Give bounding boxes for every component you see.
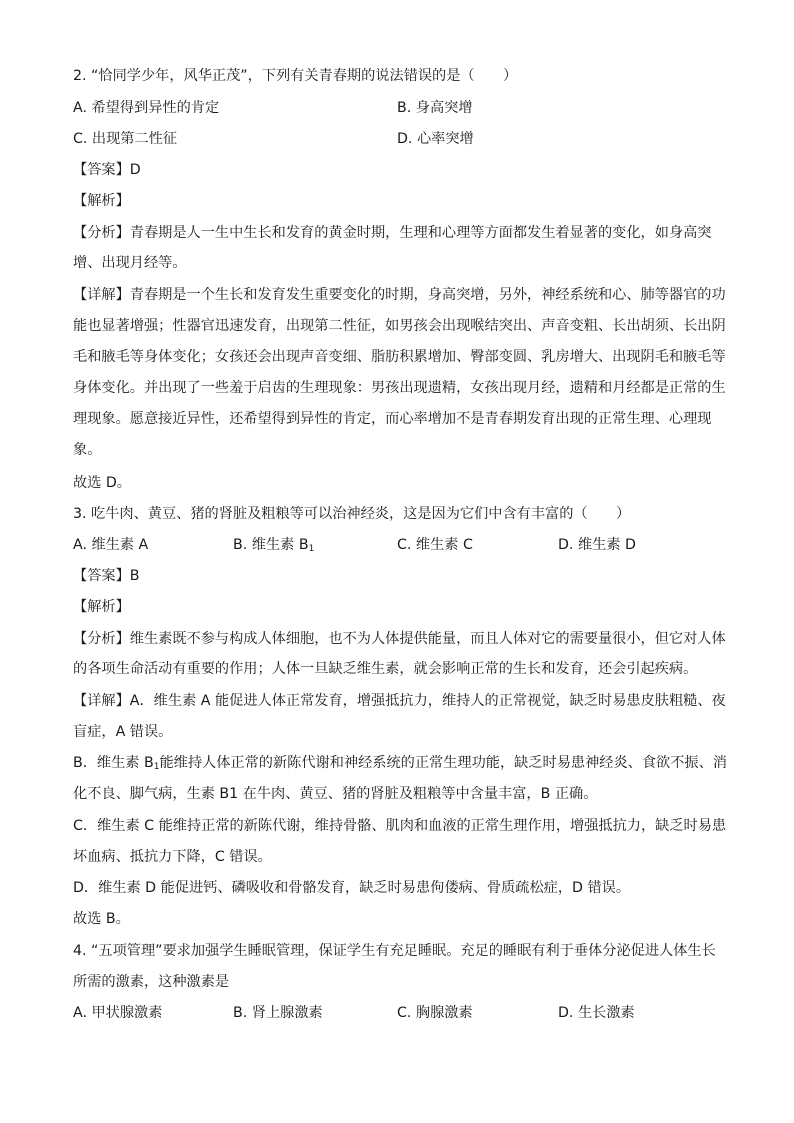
q3-fenxi-line-1 xyxy=(73,629,726,649)
q3-xiangjie-d-line: D．维生素 D 能促进钙、磷吸收和骨骼发育，缺乏时易患佝偻病、骨质疏松症，D 错误。 xyxy=(73,880,631,896)
q2-stem: 2. “恰同学少年，风华正茂”，下列有关青春期的说法错误的是（ ） xyxy=(73,68,518,84)
q3-xiangjie-b-line-1 xyxy=(73,753,727,773)
q3-option-b xyxy=(233,535,314,555)
q3-fenxi-line-2: 的各项生命活动有重要的作用；人体一旦缺乏维生素，就会影响正常的生长和发育，还会引起疾病。 xyxy=(73,661,698,677)
b-text-sub: 1 xyxy=(153,762,160,772)
q2-option-c: C. 出现第二性征 xyxy=(73,131,178,147)
fenxi-text: 维生素既不参与构成人体细胞，也不为人体提供能量，而且人体对它的需要量很小，但它对人体 xyxy=(129,631,726,647)
q2-xiangjie-line-2: 能也显著增强；性器官迅速发育，出现第二性征，如男孩会出现喉结突出、声音变粗、长出胡须、长出阴 xyxy=(73,318,726,334)
q2-option-d: D. 心率突增 xyxy=(397,131,474,147)
b-text-pre: B．维生素 B xyxy=(73,755,154,771)
q4-option-b: B. 肾上腺激素 xyxy=(233,1005,323,1021)
q3-xiangjie-c-line-1: C．维生素 C 能维持正常的新陈代谢，维持骨骼、肌肉和血液的正常生理作用，增强抵抗力，缺乏时易患 xyxy=(73,818,727,834)
fenxi-tag: 【分析】 xyxy=(73,631,130,647)
q4-option-d: D. 生长激素 xyxy=(558,1005,635,1021)
answer-tag: 【答案】 xyxy=(73,162,130,178)
q2-option-b: B. 身高突增 xyxy=(397,100,473,116)
q3-xiangjie-b-line-2: 化不良、脚气病，生素 B1 在牛肉、黄豆、猪的肾脏及粗粮等中含量丰富，B 正确。 xyxy=(73,786,598,802)
q3-conclusion: 故选 B。 xyxy=(73,911,130,927)
answer-value: B xyxy=(129,568,140,584)
q2-xiangjie-line-3: 毛和腋毛等身体变化；女孩还会出现声音变细、脂肪积累增加、臀部变圆、乳房增大、出现阴毛和腋毛等 xyxy=(73,349,726,365)
q3-option-b-text: B. 维生素 B xyxy=(233,537,309,553)
q3-xiangjie-a-line-2: 盲症，A 错误。 xyxy=(73,724,173,740)
q3-xiangjie-a-line-1 xyxy=(73,691,726,711)
q2-conclusion: 故选 D。 xyxy=(73,475,131,491)
q2-xiangjie-line-6: 象。 xyxy=(73,442,102,458)
q2-option-a: A. 希望得到异性的肯定 xyxy=(73,100,220,116)
answer-value: D xyxy=(129,162,141,178)
q2-answer xyxy=(73,160,723,180)
fenxi-tag: 【分析】 xyxy=(73,225,130,241)
q4-option-a: A. 甲状腺激素 xyxy=(73,1005,163,1021)
q2-fenxi-line-2: 增、出现月经等。 xyxy=(73,255,187,271)
xiangjie-tag: 【详解】 xyxy=(73,287,130,303)
q3-option-a: A. 维生素 A xyxy=(73,537,149,553)
xiangjie-text: 青春期是一个生长和发育发生重要变化的时期，身高突增，另外，神经系统和心、肺等器官的功 xyxy=(129,287,726,303)
q3-stem: 3. 吃牛肉、黄豆、猪的肾脏及粗粮等可以治神经炎，这是因为它们中含有丰富的（ ） xyxy=(73,506,631,522)
b-text-post: 能维持人体正常的新陈代谢和神经系统的正常生理功能，缺乏时易患神经炎、食欲不振、消 xyxy=(159,755,727,771)
xiangjie-tag: 【详解】 xyxy=(73,693,130,709)
q3-option-d: D. 维生素 D xyxy=(558,537,636,553)
q4-stem-line-2: 所需的激素，这种激素是 xyxy=(73,974,230,990)
q2-analysis-tag: 【解析】 xyxy=(73,193,130,209)
q3-answer xyxy=(73,566,723,586)
q4-stem-line-1: 4. “五项管理”要求加强学生睡眠管理，保证学生有充足睡眠。充足的睡眠有利于垂体分泌促进人体生长 xyxy=(73,943,716,959)
answer-tag: 【答案】 xyxy=(73,568,130,584)
q3-xiangjie-c-line-2: 坏血病、抵抗力下降，C 错误。 xyxy=(73,849,272,865)
q4-option-c: C. 胸腺激素 xyxy=(397,1005,473,1021)
xiangjie-text: A．维生素 A 能促进人体正常发育，增强抵抗力，维持人的正常视觉，缺乏时易患皮肤粗糙、夜 xyxy=(129,693,726,709)
q2-fenxi-line-1 xyxy=(73,223,723,243)
q3-option-b-sub: 1 xyxy=(308,544,315,554)
q2-xiangjie-line-1 xyxy=(73,285,726,305)
q2-xiangjie-line-5: 理现象。愿意接近异性，还希望得到异性的肯定，而心率增加不是青春期发育出现的正常生理、心理现 xyxy=(73,411,712,427)
q3-option-c: C. 维生素 C xyxy=(397,537,473,553)
q3-analysis-tag: 【解析】 xyxy=(73,599,130,615)
q2-xiangjie-line-4: 身体变化。并出现了一些羞于启齿的生理现象：男孩出现遗精，女孩出现月经，遗精和月经都是正常的生 xyxy=(73,380,726,396)
fenxi-text: 青春期是人一生中生长和发育的黄金时期，生理和心理等方面都发生着显著的变化，如身高突 xyxy=(129,225,712,241)
